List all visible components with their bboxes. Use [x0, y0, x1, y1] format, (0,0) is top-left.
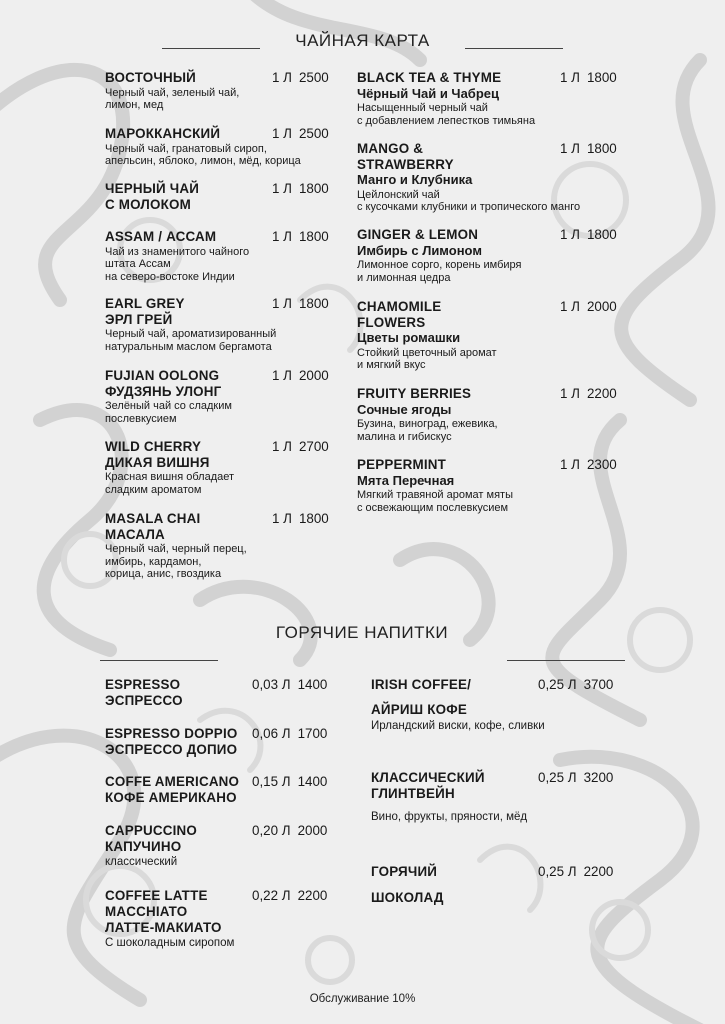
item-description: Чай из знаменитого чайного штата Ассам на северо-востоке Индии	[105, 245, 250, 283]
item-name: ESPRESSO ЭСПРЕССО	[105, 677, 183, 708]
item-price	[272, 126, 329, 142]
item-name: MASALA CHAI МАСАЛА	[105, 511, 201, 542]
item-price-value: 1800	[298, 296, 329, 311]
item-price	[560, 386, 617, 402]
menu-item	[105, 229, 340, 283]
item-description: Черный чай, ароматизированный натуральным маслом бергамота	[105, 328, 277, 353]
menu-item	[357, 227, 625, 284]
item-description: Насыщенный черный чай с добавлением лепестков тимьяна	[357, 102, 536, 127]
item-description: Лимонное сорго, корень имбиря и лимонная цедра	[357, 259, 522, 284]
hot-section-title: ГОРЯЧИЕ НАПИТКИ	[275, 623, 449, 642]
item-price-value: 2000	[586, 299, 617, 314]
menu-item	[105, 439, 340, 496]
item-volume: 0,22 Л	[252, 888, 291, 903]
item-price-value: 1400	[297, 677, 328, 692]
service-charge-note: Обслуживание 10%	[309, 993, 416, 1005]
item-description: Цейлонский чай с кусочками клубники и тропического манго	[357, 188, 581, 214]
item-volume: 1 Л	[560, 141, 580, 156]
item-price-value: 1800	[298, 511, 329, 526]
item-price	[272, 439, 329, 455]
item-price	[538, 770, 613, 786]
item-volume: 1 Л	[272, 126, 292, 141]
item-description: классический	[105, 856, 178, 868]
item-description: Ирландский виски, кофе, сливки	[371, 720, 545, 732]
item-description: Черный чай, черный перец, имбирь, кардамон, корица, анис, гвоздика	[105, 543, 247, 581]
item-subtitle: Сочные ягоды	[357, 401, 452, 417]
item-price-value: 1700	[297, 726, 328, 741]
item-description: Бузина, виноград, ежевика, малина и гибискус	[357, 418, 498, 443]
item-price	[252, 823, 327, 839]
item-price	[252, 677, 327, 693]
item-volume: 1 Л	[560, 457, 580, 472]
item-price	[538, 677, 613, 693]
item-price	[272, 296, 329, 312]
hot-title-rule-right	[507, 660, 625, 661]
item-description: С шоколадным сиропом	[105, 937, 235, 949]
item-volume: 1 Л	[272, 368, 292, 383]
item-description: Черный чай, зеленый чай, лимон, мед	[105, 86, 240, 112]
item-name: BLACK TEA & THYME	[357, 70, 502, 85]
menu-item	[105, 126, 340, 168]
item-name: EARL GREY ЭРЛ ГРЕЙ	[105, 296, 185, 327]
item-subtitle: Имбирь с Лимоном	[357, 242, 482, 258]
item-price	[560, 70, 617, 86]
menu-item	[357, 70, 625, 127]
item-subtitle: Мята Перечная	[357, 472, 455, 488]
item-name: ГОРЯЧИЙ	[371, 864, 438, 879]
item-description: Зелёный чай со сладким послевкусием	[105, 400, 232, 425]
menu-item	[105, 888, 345, 950]
item-volume: 0,03 Л	[252, 677, 291, 692]
item-price-value: 2300	[586, 457, 617, 472]
item-price	[272, 181, 329, 197]
menu-item	[105, 726, 345, 758]
item-description: Мягкий травяной аромат мяты с освежающим послевкусием	[357, 489, 513, 514]
item-name-secondary: АЙРИШ КОФЕ	[371, 702, 467, 717]
menu-item	[357, 457, 625, 514]
item-name: ASSAM / АССАМ	[105, 229, 217, 244]
item-volume: 0,06 Л	[252, 726, 291, 741]
item-name: МАРОККАНСКИЙ	[105, 126, 221, 141]
item-description: Черный чай, гранатовый сироп, апельсин, яблоко, лимон, мёд, корица	[105, 142, 301, 168]
item-volume: 1 Л	[272, 229, 292, 244]
item-volume: 1 Л	[560, 227, 580, 242]
item-price	[252, 888, 327, 904]
item-price-value: 2200	[583, 864, 614, 879]
item-price	[272, 70, 329, 86]
item-price-value: 3700	[583, 677, 614, 692]
item-volume: 1 Л	[560, 386, 580, 401]
menu-item	[105, 296, 340, 353]
item-price-value: 2500	[298, 126, 329, 141]
item-name-secondary: ШОКОЛАД	[371, 890, 444, 905]
menu-item	[371, 864, 631, 906]
item-price-value: 1800	[586, 141, 617, 156]
menu-item	[357, 299, 625, 372]
item-price	[252, 726, 327, 742]
item-price-value: 1400	[297, 774, 328, 789]
menu-item	[105, 823, 345, 869]
item-volume: 0,15 Л	[252, 774, 291, 789]
item-volume: 1 Л	[560, 299, 580, 314]
menu-item	[105, 181, 340, 212]
item-price-value: 1800	[298, 181, 329, 196]
menu-item	[371, 677, 631, 733]
item-subtitle: Манго и Клубника	[357, 172, 473, 187]
item-volume: 0,20 Л	[252, 823, 291, 838]
item-price	[560, 227, 617, 243]
item-price	[560, 141, 617, 157]
item-name: ЧЕРНЫЙ ЧАЙ С МОЛОКОМ	[105, 181, 200, 212]
item-volume: 0,25 Л	[538, 864, 577, 879]
item-volume: 1 Л	[272, 511, 292, 526]
tea-section-title: ЧАЙНАЯ КАРТА	[295, 31, 430, 50]
item-name: MANGO & STRAWBERRY	[357, 141, 454, 172]
item-price	[272, 368, 329, 384]
item-volume: 1 Л	[272, 439, 292, 454]
item-name: CAPPUCCINO КАПУЧИНО	[105, 823, 198, 854]
item-volume: 1 Л	[272, 181, 292, 196]
item-price-value: 2000	[297, 823, 328, 838]
item-price-value: 2000	[298, 368, 329, 383]
menu-item	[105, 677, 345, 709]
item-name: WILD CHERRY ДИКАЯ ВИШНЯ	[105, 439, 210, 470]
item-name: IRISH COFFEE/	[371, 677, 472, 692]
item-volume: 1 Л	[560, 70, 580, 85]
item-name: CHAMOMILE FLOWERS	[357, 299, 442, 330]
tea-title-rule-left	[162, 48, 260, 49]
item-price-value: 3200	[583, 770, 614, 785]
item-subtitle: Цветы ромашки	[357, 330, 461, 345]
item-name: FRUITY BERRIES	[357, 386, 472, 401]
item-price	[560, 299, 617, 315]
item-price-value: 2500	[298, 70, 329, 85]
item-price-value: 2700	[298, 439, 329, 454]
item-volume: 1 Л	[272, 70, 292, 85]
menu-item	[371, 770, 631, 824]
item-volume: 0,25 Л	[538, 677, 577, 692]
item-price-value: 2200	[586, 386, 617, 401]
item-name: FUJIAN OOLONG ФУДЗЯНЬ УЛОНГ	[105, 368, 222, 399]
menu-item	[357, 386, 625, 443]
menu-item	[105, 511, 340, 581]
menu-item	[105, 774, 345, 806]
item-volume: 0,25 Л	[538, 770, 577, 785]
item-price	[252, 774, 327, 790]
item-price	[538, 864, 613, 880]
item-price-value: 1800	[586, 227, 617, 242]
item-name: PEPPERMINT	[357, 457, 447, 472]
menu-item	[105, 70, 340, 112]
item-name: COFFEE LATTE MACCHIATO ЛАТТЕ-МАКИАТО	[105, 888, 222, 935]
menu-item	[357, 141, 625, 214]
hot-title-rule-left	[100, 660, 218, 661]
item-name: ESPRESSO DOPPIO ЭСПРЕССО ДОПИО	[105, 726, 238, 757]
item-price-value: 1800	[586, 70, 617, 85]
item-price	[272, 229, 329, 245]
item-price-value: 2200	[297, 888, 328, 903]
item-name: ВОСТОЧНЫЙ	[105, 70, 196, 85]
item-name: GINGER & LEMON	[357, 227, 479, 242]
item-description: Красная вишня обладает сладким ароматом	[105, 471, 235, 496]
item-price	[560, 457, 617, 473]
item-name: КЛАССИЧЕСКИЙ ГЛИНТВЕЙН	[371, 770, 485, 801]
item-description: Стойкий цветочный аромат и мягкий вкус	[357, 346, 497, 372]
item-price	[272, 511, 329, 527]
item-name: COFFE AMERICANO КОФЕ АМЕРИКАНО	[105, 774, 240, 805]
menu-item	[105, 368, 340, 425]
tea-title-rule-right	[465, 48, 563, 49]
item-volume: 1 Л	[272, 296, 292, 311]
item-description: Вино, фрукты, пряности, мёд	[371, 811, 528, 823]
item-price-value: 1800	[298, 229, 329, 244]
item-subtitle: Чёрный Чай и Чабрец	[357, 85, 499, 101]
